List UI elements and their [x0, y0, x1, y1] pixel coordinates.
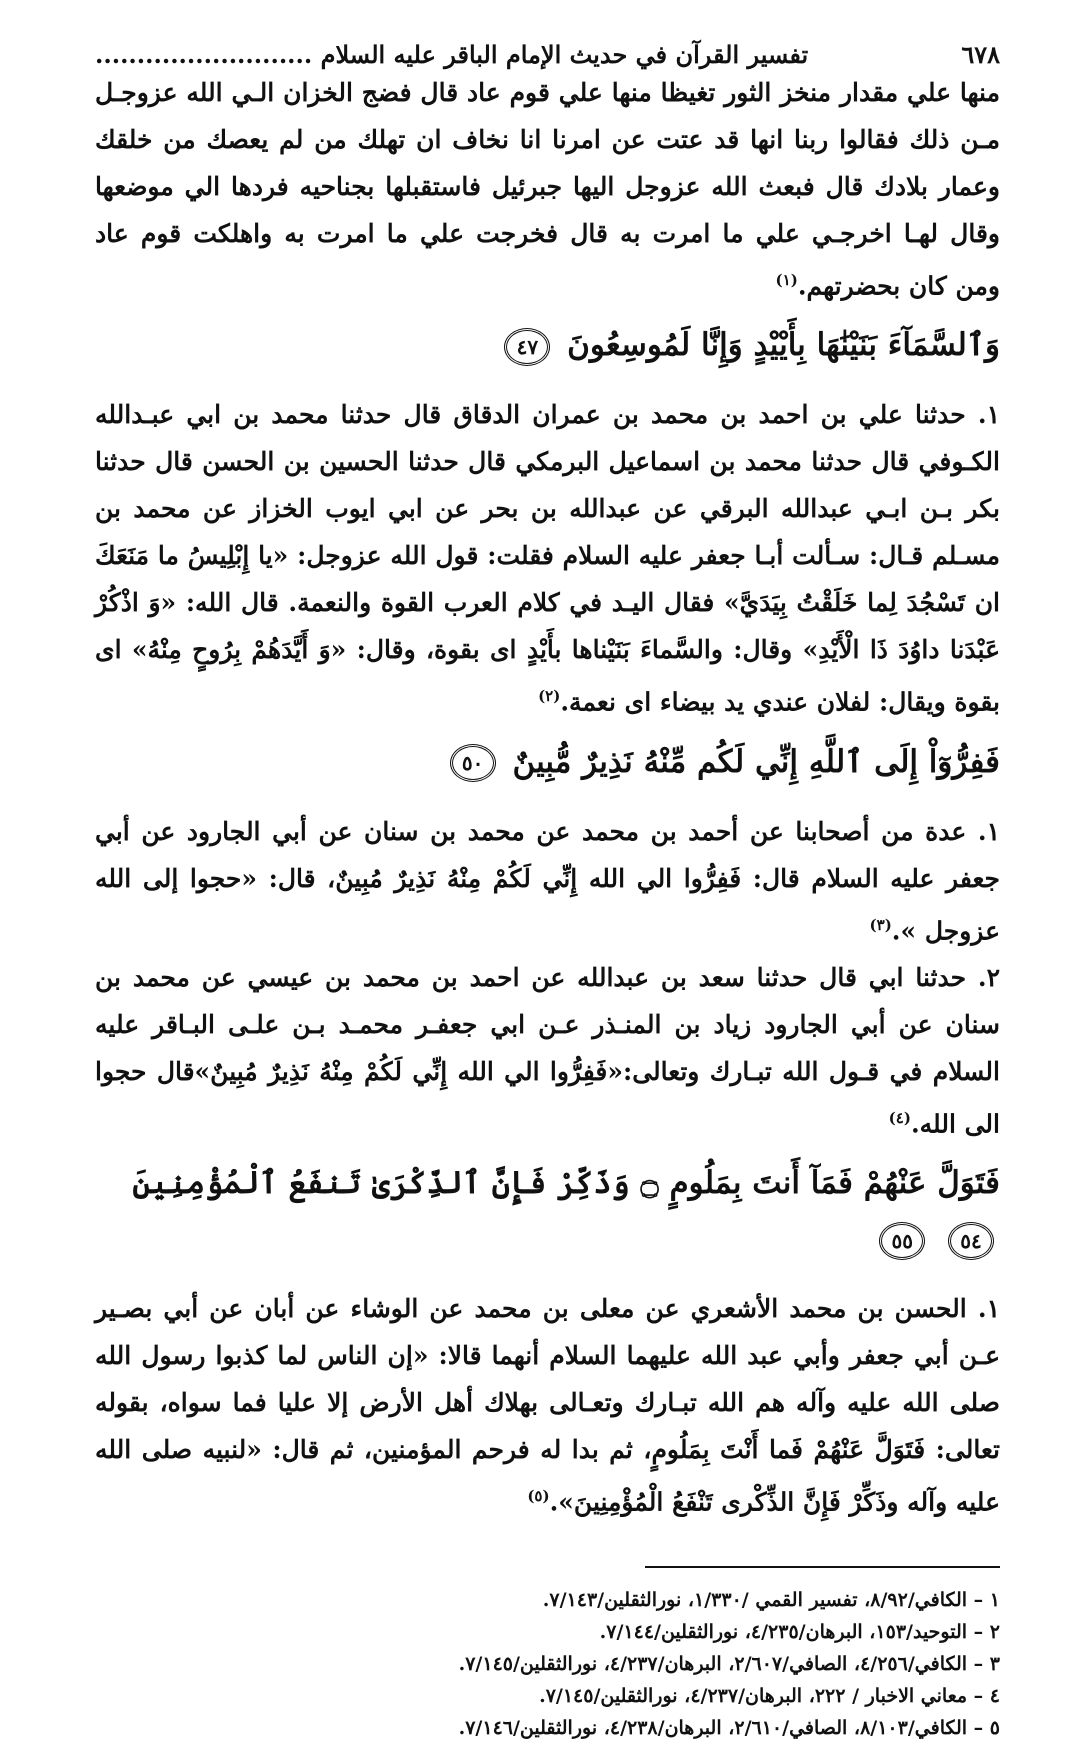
footnote-ref: (١) — [775, 271, 798, 289]
page-number: ٦٧٨ — [961, 40, 1000, 69]
verse-text: وَٱلسَّمَآءَ بَنَيْنَٰهَا بِأَيْيْدٍ وَإِنَّا لَمُوسِعُونَ — [567, 327, 1000, 364]
footnote: ٣ – الكافي/٤/٢٥٦، الصافي/٢/٦٠٧، البرهان/٤/٢٣٧، نورالثقلين/٧/١٤٥. — [458, 1652, 1000, 1675]
verse-number: ٥٠ — [450, 744, 496, 782]
footnote-ref: (٥) — [527, 1487, 550, 1506]
page-header — [95, 40, 1000, 69]
verse-number: ٤٧ — [504, 328, 550, 366]
footnote: ٥ – الكافي/٨/١٠٣، الصافي/٢/٦١٠، البرهان/٤/٢٣٨، نورالثقلين/٧/١٤٦. — [458, 1716, 1000, 1739]
quran-verse — [95, 317, 1000, 373]
quran-verse — [95, 1155, 1000, 1267]
verse-number: ٥٤ — [948, 1222, 994, 1260]
paragraph-text: منها علي مقدار منخز الثور تغيظا منها علي قوم عاد قال فضج الخزان الـي الله عزوجـل مـن ذلك فقالوا ربنا انها قد عتت عن امرنا انا نخاف ان تهلك من لم يعصك من خلقك وعمار بلادك قال فبعث الله عزوجل اليها جبرئيل فاستقبلها بجناحيه فردها الي موضعها وقال لهـا اخرجـي علي ما امرت به قال فخرجت علي ما امرت به واهلكت قوم عاد ومن كان بحضرتهم. — [95, 78, 1000, 301]
paragraph-text: ١. حدثنا علي بن احمد بن محمد بن عمران الدقاق قال حدثنا محمد بن ابي عبـدالله الكـوفي قال حدثنا محمد بن اسماعيل البرمكي قال حدثنا الحسين بن الحسن قال حدثنا بكر بـن ابـي عبدالله البرقي عن عبدالله بن بحر عن ابي ايوب الخزاز عن محمد بن مسـلم قـال: سـألت أبـا جعفر عليه السلام فقلت: قول الله عزوجل: «يا إِبْلِيسُ ما مَنَعَكَ ان تَسْجُدَ لِما خَلَقْتُ بِيَدَيَّ» فقال اليـد في كلام العرب القوة والنعمة. قال الله: «وَ اذْكُرْ عَبْدَنا داوُدَ ذَا الْأَيْدِ» وقال: والسَّماءَ بَنَيْناها بأَيْدٍ اى بقوة، وقال: «وَ أَيَّدَهُمْ بِرُوحٍ مِنْهُ» اى بقوة ويقال: لفلان عندي يد بيضاء اى نعمة. — [95, 400, 1000, 717]
footnote: ١ – الكافي/٨/٩٢، تفسير القمي /١/٣٣٠، نورالثقلين/٧/١٤٣. — [542, 1588, 1000, 1611]
footnote-divider — [645, 1566, 1000, 1568]
hadith-paragraph — [95, 391, 1000, 725]
running-title: تفسير القرآن في حديث الإمام الباقر عليه السلام .......................... — [95, 40, 809, 69]
footnote-ref: (٢) — [538, 687, 561, 706]
footnote: ٤ – معاني الاخبار / ٢٢٢، البرهان/٤/٢٣٧، نورالثقلين/٧/١٤٥. — [539, 1684, 1000, 1707]
verse-text: فَتَوَلَّ عَنْهُمْ فَمَآ أَنتَ بِمَلُومٍ ۝ وَذَكِّرْ فَإِنَّ ٱلذِّكْرَىٰ تَنفَعُ ٱلْمُؤْمِنِينَ — [132, 1165, 1000, 1202]
footnote-ref: (٤) — [888, 1108, 911, 1127]
hadith-paragraph — [95, 808, 1000, 954]
paragraph-text: ١. عدة من أصحابنا عن أحمد بن محمد عن محمد بن سنان عن أبي الجارود عن أبي جعفر عليه السلام قال: فَفِرُّوا الي الله إِنِّي لَكُمْ مِنْهُ نَذِيرٌ مُبِينٌ، قال: «حجوا إلى الله عزوجل ». — [95, 816, 1000, 945]
paragraph-text: ١. الحسن بن محمد الأشعري عن معلى بن محمد عن الوشاء عن أبان عن أبي بصـير عـن أبي جعفر وأبي عبد الله عليهما السلام أنهما قالا: «إن الناس لما كذبوا رسول الله صلى الله عليه وآله هم الله تبـارك وتعـالى بهلاك أهل الأرض إلا عليا فما سواه، بقوله تعالى: فَتَوَلَّ عَنْهُمْ فَما أَنْتَ بِمَلُومٍ، ثم بدا له فرحم المؤمنين، ثم قال: «لنبيه صلى الله عليه وآله وذَكِّرْ فَإِنَّ الذِّكْرى تَنْفَعُ الْمُؤْمِنِينَ». — [95, 1294, 1000, 1517]
hadith-paragraph — [95, 1285, 1000, 1525]
intro-paragraph — [95, 69, 1000, 309]
document-page — [95, 40, 1000, 1744]
footnote-ref: (٣) — [869, 915, 892, 934]
verse-number: ٥٥ — [879, 1222, 925, 1260]
quran-verse — [95, 734, 1000, 790]
footnote: ٢ – التوحيد/١٥٣، البرهان/٤/٢٣٥، نورالثقلين/٧/١٤٤. — [599, 1620, 1000, 1643]
verse-text: فَفِرُّوٓاْ إِلَى ٱللَّهِ إِنِّي لَكُم مِّنْهُ نَذِيرٌ مُّبِينٌ — [512, 743, 1000, 780]
hadith-paragraph — [95, 954, 1000, 1147]
paragraph-text: ٢. حدثنا ابي قال حدثنا سعد بن عبدالله عن احمد بن محمد بن عيسي عن محمد بن سنان عن أبي الجارود زياد بن المنـذر عـن ابي جعفـر محمـد بـن علـى البـاقر عليه السلام في قـول الله تبـارك وتعالى:«فَفِرُّوا الي الله إِنِّي لَكُمْ مِنْهُ نَذِيرٌ مُبِينٌ»قال حجوا الى الله. — [95, 962, 1000, 1139]
